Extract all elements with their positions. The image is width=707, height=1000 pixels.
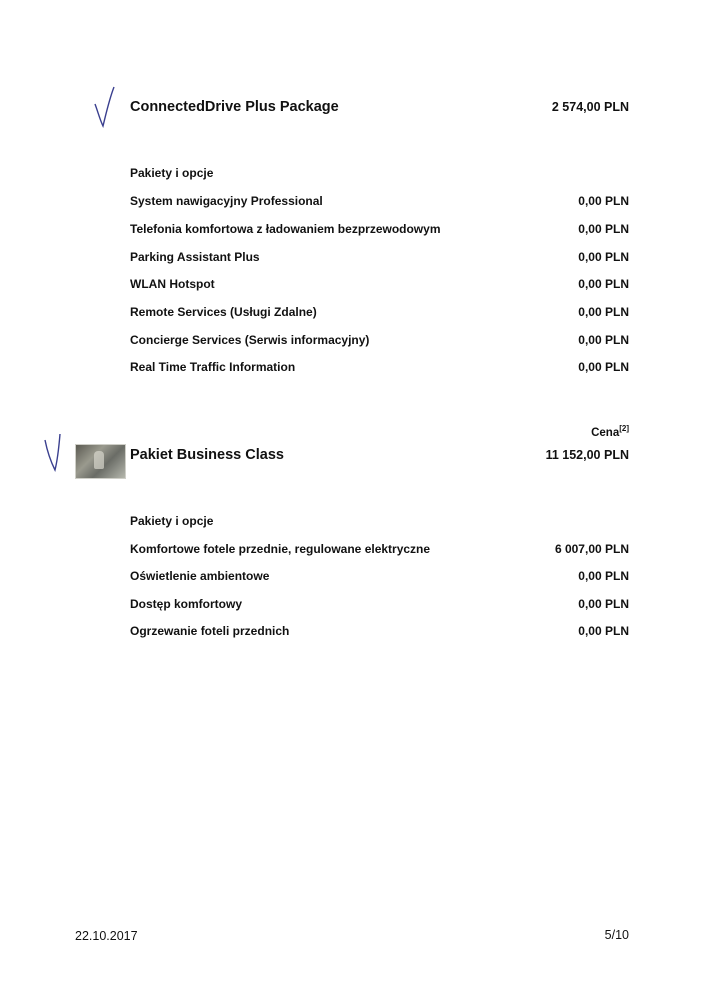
section-label: Pakiety i opcje [130, 514, 214, 528]
option-label: Komfortowe fotele przednie, regulowane elektryczne [130, 542, 431, 556]
section-label: Pakiety i opcje [130, 166, 214, 180]
package-thumbnail-image [75, 444, 126, 479]
price-header-note: [2] [619, 424, 629, 433]
package-price: 11 152,00 PLN [545, 448, 629, 462]
option-price: 0,00 PLN [578, 305, 629, 319]
package-price: 2 574,00 PLN [551, 100, 629, 114]
option-label: Telefonia komfortowa z ładowaniem bezprzewodowym [130, 222, 441, 236]
option-label: System nawigacyjny Professional [130, 194, 323, 208]
option-label: Concierge Services (Serwis informacyjny) [130, 333, 370, 347]
footer-page-number: 5/10 [604, 928, 629, 942]
option-label: Remote Services (Usługi Zdalne) [130, 305, 317, 319]
option-price: 0,00 PLN [578, 597, 629, 611]
option-price: 0,00 PLN [578, 250, 629, 264]
footer-date: 22.10.2017 [75, 929, 138, 943]
price-header-label: Cena [591, 426, 620, 439]
option-price: 0,00 PLN [578, 222, 629, 236]
option-price: 6 007,00 PLN [554, 542, 629, 556]
option-label: Dostęp komfortowy [130, 597, 243, 611]
price-column-header [591, 424, 629, 439]
option-label: Real Time Traffic Information [130, 360, 296, 374]
option-price: 0,00 PLN [578, 360, 629, 374]
handwritten-checkmark-icon [92, 84, 122, 130]
option-label: Ogrzewanie foteli przednich [130, 624, 290, 638]
package-title: Pakiet Business Class [130, 447, 284, 463]
option-price: 0,00 PLN [578, 277, 629, 291]
option-price: 0,00 PLN [578, 194, 629, 208]
option-label: Oświetlenie ambientowe [130, 569, 270, 583]
package-title: ConnectedDrive Plus Package [130, 99, 339, 115]
option-price: 0,00 PLN [578, 569, 629, 583]
handwritten-checkmark-icon [40, 432, 70, 474]
option-price: 0,00 PLN [578, 624, 629, 638]
option-label: Parking Assistant Plus [130, 250, 260, 264]
option-label: WLAN Hotspot [130, 277, 215, 291]
option-price: 0,00 PLN [578, 333, 629, 347]
